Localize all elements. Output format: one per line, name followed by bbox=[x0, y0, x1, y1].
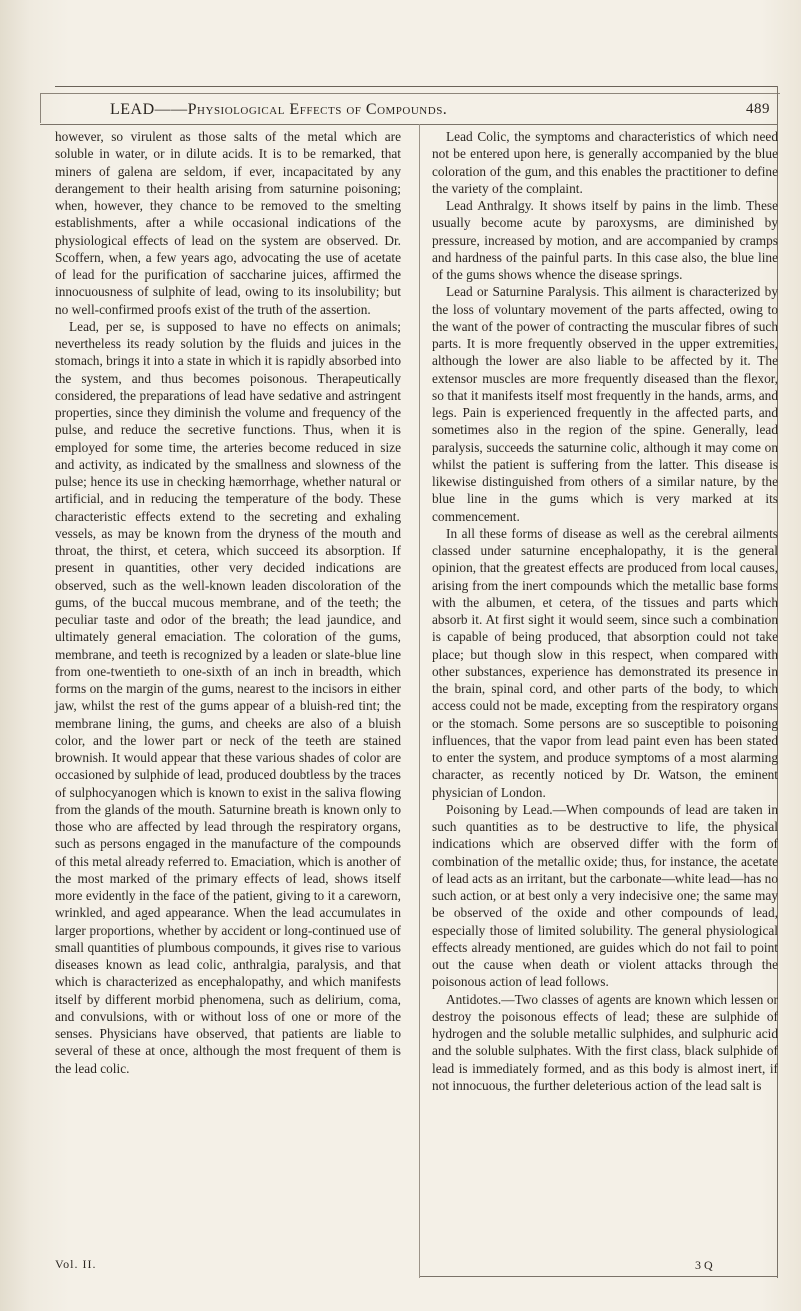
column-divider bbox=[419, 124, 420, 1278]
paragraph: Antidotes.—Two classes of agents are known which lessen or destroy the poisonous effects of lead; these are sulphide of hydrogen and the soluble metallic sulphides, and sulphuric acid and the soluble sulphates. With the first class, black sulphide of lead is immediately formed, and as this body is almost inert, if not innocuous, the further deleterious action of the lead salt is bbox=[432, 991, 778, 1093]
paragraph: Lead or Saturnine Paralysis. This ailment is characterized by the loss of voluntary movement of the parts affected, owing to the want of the power of contracting the muscular fibres of such parts. It is more frequently observed in the upper extremities, although the lower are also liable to be affected by it. The extensor muscles are more frequently diseased than the flexor, so that it manifests itself most frequently in the hands, arms, and legs. Pain is experienced frequently in the affected parts, and sometimes also in the region of the spine. Generally, lead paralysis, succeeds the saturnine colic, although it may come on whilst the patient is suffering from the latter. This disease is likewise distinguished from others of a similar nature, by the blue line in the gums which is very marked at its commencement. bbox=[432, 284, 778, 524]
top-rule bbox=[55, 86, 777, 87]
paragraph: Lead Colic, the symptoms and characteristics of which need not be entered upon here, is generally accompanied by the blue coloration of the gum, and this enables the practitioner to define the variety of the complaint. bbox=[432, 129, 778, 196]
paragraph: Poisoning by Lead.—When compounds of lead are taken in such quantities as to be destructive to life, the physical indications which are observed differ with the form of combination of the metallic oxide; thus, for instance, the acetate of lead acts as an irritant, but the carbonate—white lead—has no such action, or at best only a very indecisive one; the same may be observed of the oxide and other compounds of lead, especially those of limited solubility. The general physiological effects already mentioned, are guides which do not fail to point out the cause when death or violent attacks through the poisonous action of lead follows. bbox=[432, 801, 778, 990]
header-rule bbox=[40, 124, 777, 125]
signature-mark: 3 Q bbox=[695, 1258, 713, 1272]
top-rule-outer bbox=[40, 93, 780, 94]
paragraph: however, so virulent as those salts of the metal which are soluble in water, or in dilute acids. It is to be remarked, that miners of galena are seldom, if ever, incapacitated by any derangement to their health arising from saturnine poisoning; when, however, they chance to be removed to the smelting establishments, after a while occasional indications of the physiological effects of lead on the system are observed. Dr. Scoffern, when, a few years ago, advocating the use of acetate of lead for the purification of saccharine juices, affirmed the innocuousness of sulphite of lead, owing to its insolubility; but no well-confirmed proofs exist of the truth of the assertion. bbox=[55, 129, 401, 317]
paragraph: Lead Anthralgy. It shows itself by pains in the limb. These usually become acute by paroxysms, are diminished by pressure, increased by motion, and are accompanied by cramps and hardness of the painful parts. In this case also, the blue line of the gums shows whence the disease springs. bbox=[432, 198, 778, 282]
paragraph: In all these forms of disease as well as the cerebral ailments classed under saturnine encephalopathy, it is the general opinion, that the greatest effects are produced from local causes, arising from the inert compounds which the metallic base forms with the albumen, et cetera, of the tissues and parts which absorb it. At first sight it would seem, since such a combination is capable of being produced, that absorption could not take place; but though slow in this respect, when compared with other substances, experience has demonstrated its presence in the brain, spinal cord, and other parts of the body, to which access could not be made, excepting from the respiratory organs or the stomach. Some persons are so susceptible to poisoning influences, that the vapor from lead paint even has been stated to enter the system, and produce symptoms of a most alarming character, as recently noticed by Dr. Watson, the eminent physician of London. bbox=[432, 525, 778, 800]
running-head bbox=[110, 101, 447, 119]
paragraph: Lead, per se, is supposed to have no effects on animals; nevertheless its ready solution by the fluids and juices in the stomach, brings it into a state in which it is rapidly absorbed into the system, and thus becomes poisonous. Therapeutically considered, the preparations of lead have sedative and astringent properties, since they diminish the volume and frequency of the pulse, and reduce the secretive functions. Thus, when it is employed for some time, the arteries become reduced in size and activity, as indicated by the smallness and slowness of the pulse; hence its use in checking hæmorrhage, whether natural or artificial, and in reducing the temperature of the body. These characteristic effects extend to the secreting and exhaling vessels, as may be known from the dryness of the mouth and throat, the thirst, et cetera, which succeed its absorption. If present in quantities, other very decided indications are observed, such as the well-known leaden discoloration of the gums, of the buccal mucous membrane, and of the teeth; the peculiar taste and odor of the breath; the lead jaundice, and ultimately general emaciation. The coloration of the gums, membrane, and teeth is recognized by a leaden or slate-blue line from one-twentieth to one-sixth of an inch in breadth, which forms on the margin of the gums, nearest to the incisors in either jaw, whilst the rest of the gums appear of a bluish-red tint; the membrane lining, the gums, and cheeks are also of a bluish color, and the lower part or neck of the teeth are stained brownish. It would appear that these various shades of color are occasioned by sulphide of lead, produced doubtless by the traces of sulphocyanogen which is known to exist in the saliva flowing from the glands of the mouth. Saturnine breath is known only to those who are affected by lead through the respiratory organs, such as persons engaged in the manufacture of the compounds of this metal already referred to. Emaciation, which is another of the most marked of the primary effects of lead, shows itself more evidently in the face of the patient, giving to it a careworn, wrinkled, and aged appearance. When the lead accumulates in larger proportions, whether by accident or long-continued use of small quantities of plumbous compounds, it gives rise to various diseases known as lead colic, anthralgia, paralysis, and that which is characterized as encephalopathy, and which manifests itself by different morbid phenomena, such as delirium, coma, and convulsions, with or without loss of one or more of the senses. Physicians have observed, that patients are liable to several of these at once, although the most frequent of them is the lead colic. bbox=[55, 318, 401, 1076]
running-head-separator: —— bbox=[154, 101, 188, 118]
bottom-rule bbox=[420, 1276, 777, 1277]
left-frame-rule bbox=[40, 93, 41, 123]
volume-folio: Vol. II. bbox=[55, 1257, 97, 1271]
running-head-right: Physiological Effects of Compounds. bbox=[187, 101, 448, 118]
running-header bbox=[110, 101, 770, 123]
left-column bbox=[55, 128, 401, 1077]
page-number: 489 bbox=[746, 101, 770, 117]
right-column bbox=[432, 128, 778, 1094]
running-head-left: LEAD bbox=[110, 101, 155, 118]
